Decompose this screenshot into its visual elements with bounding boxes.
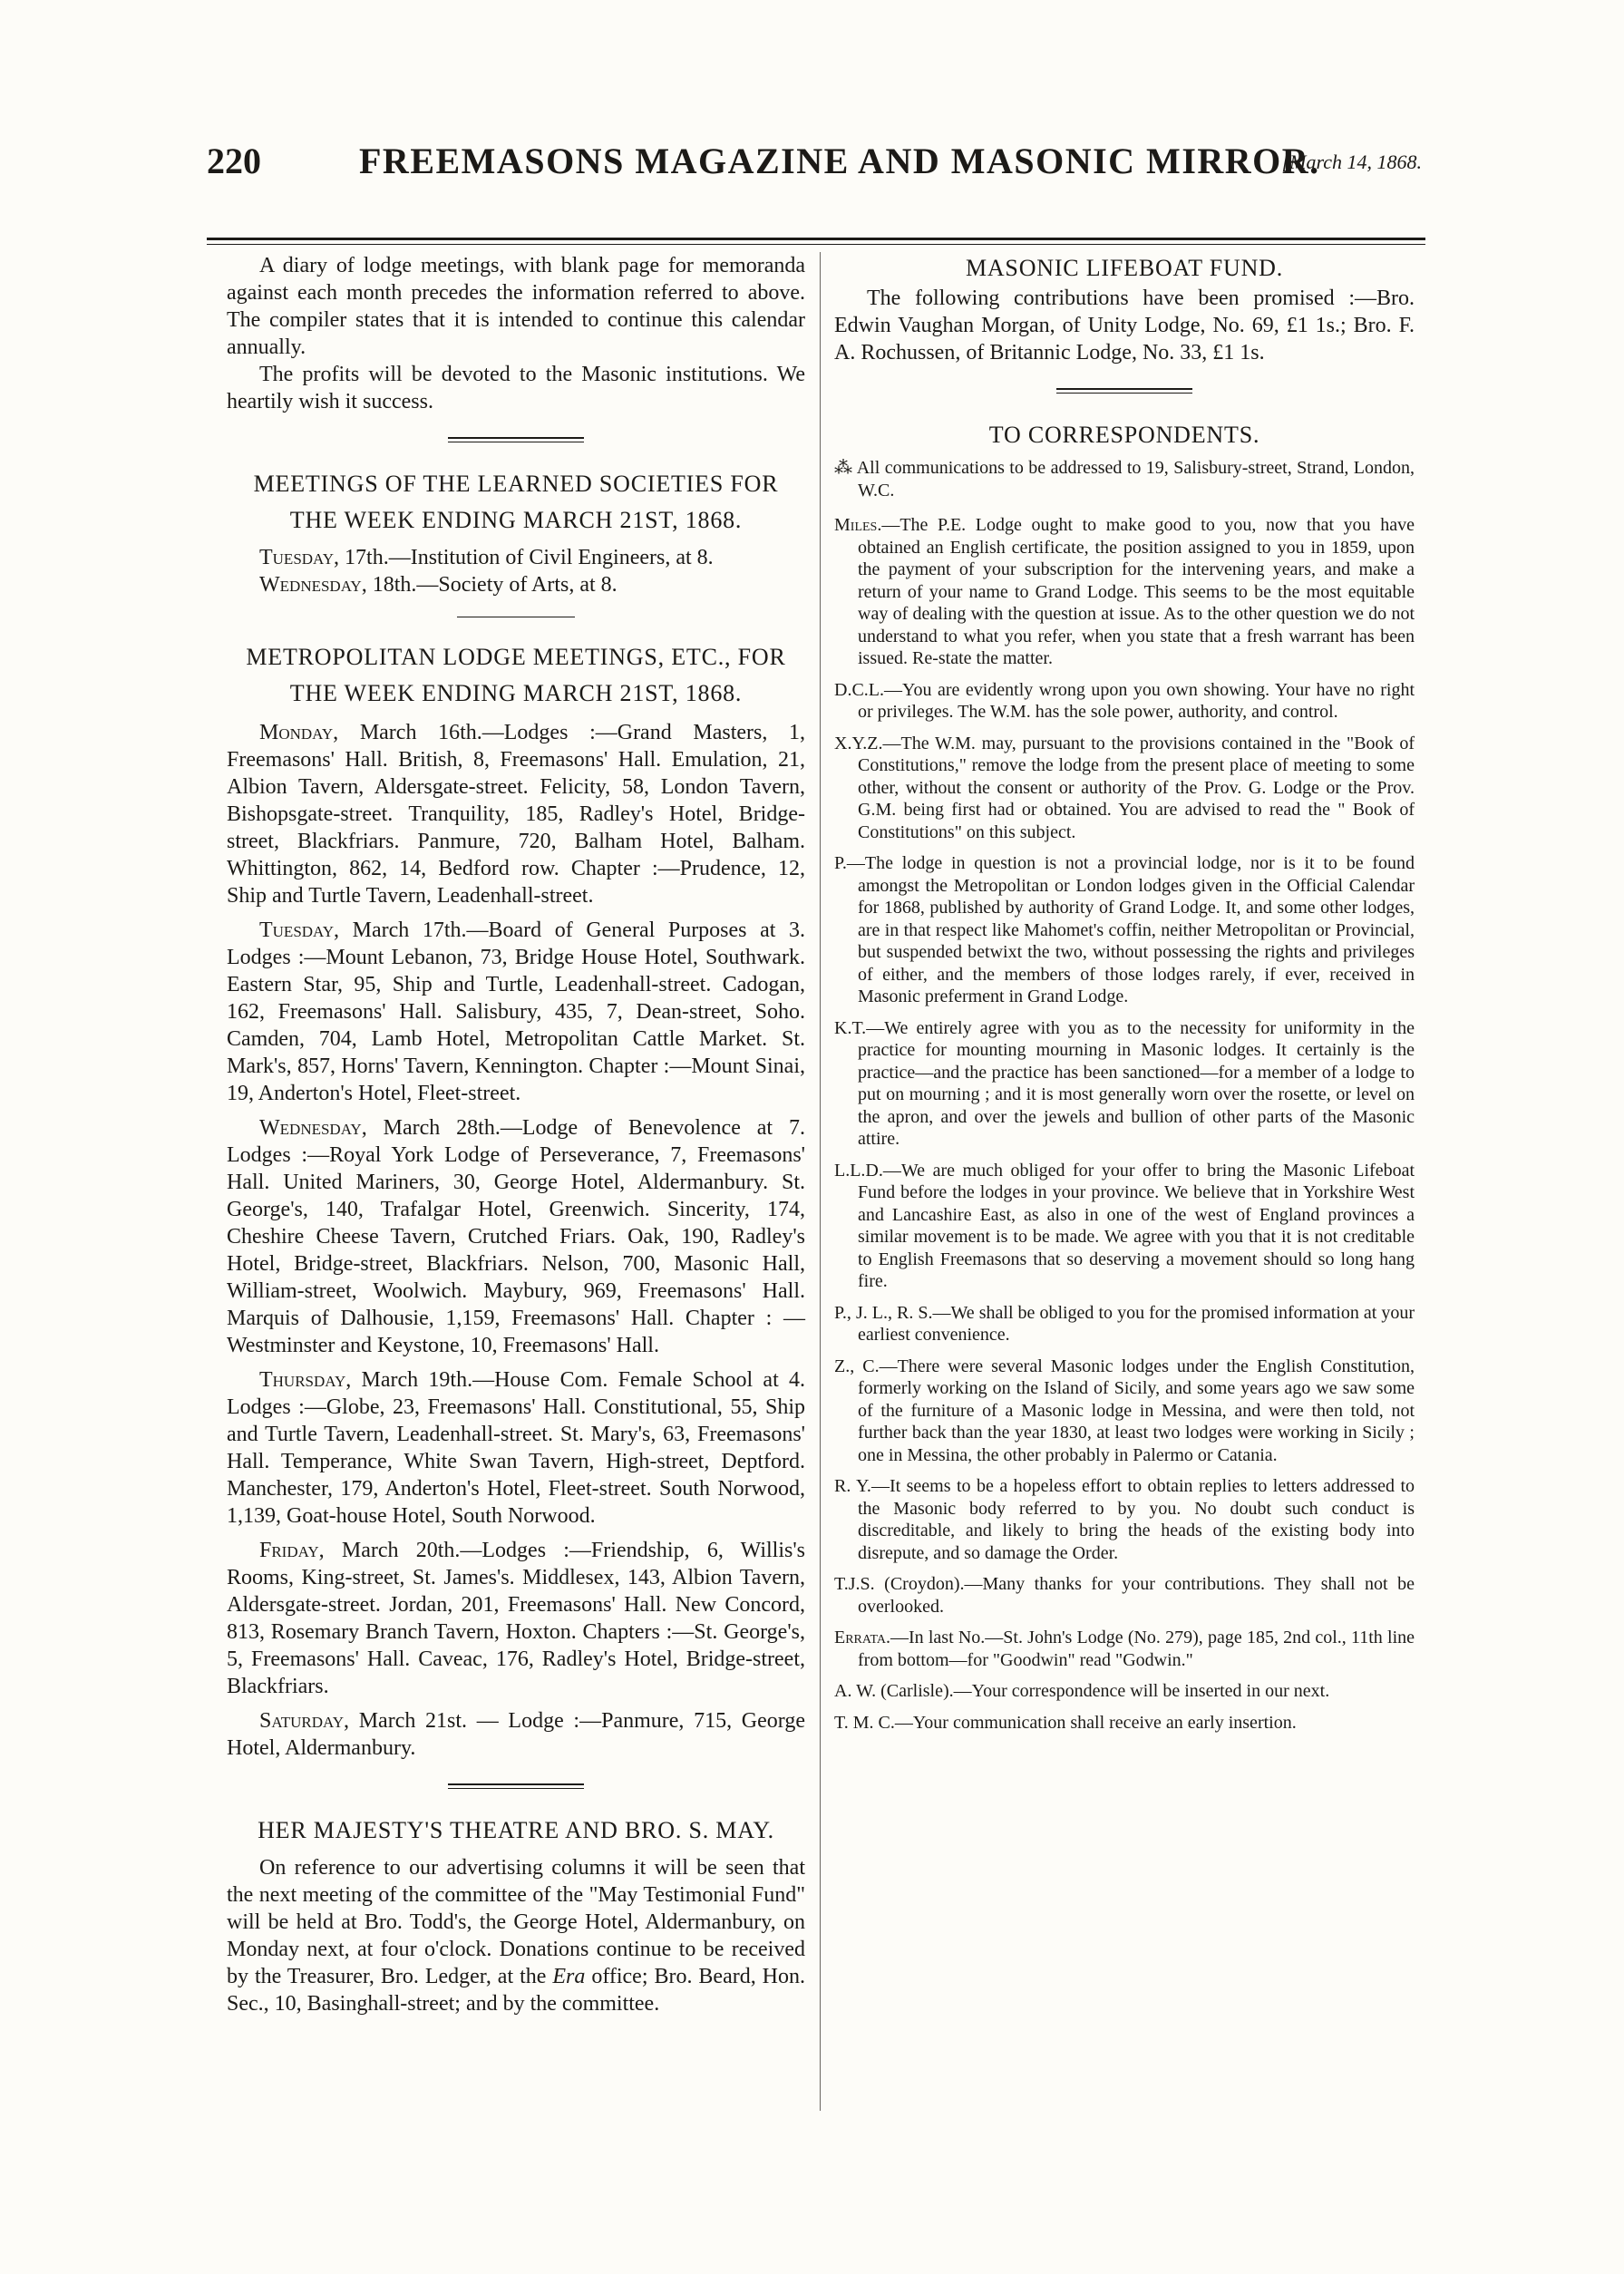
reply-text: —The P.E. Lodge ought to make good to you, now that you have obtained an English certificate, the position assigned to you in 1859, upon the payment of your subscription for the intervening years, and make a return of your name to Grand Lodge. This seems to be the most equitable way of dealing with the question at issue. As to the other question we do not understand to what you refer, when you state that a fresh warrant has been issued. Re-state the matter. bbox=[858, 515, 1415, 668]
correspondents-heading: TO CORRESPONDENTS. bbox=[988, 422, 1260, 448]
reply-ry bbox=[834, 1475, 1415, 1564]
lifeboat-fund-heading: MASONIC LIFEBOAT FUND. bbox=[965, 255, 1284, 281]
entry-text: March 21st. — Lodge :—Panmure, 715, George Hotel, Aldermanbury. bbox=[227, 1709, 805, 1760]
reply-text: —Many thanks for your contributions. They shall not be overlooked. bbox=[858, 1574, 1415, 1617]
day-label: Monday, bbox=[259, 721, 339, 744]
entry-text: March 20th.—Lodges :—Friendship, 6, Willis's Rooms, King-street, St. James's. Middlesex, 143, Albion Tavern, Aldersgate-street. Jordan, 201, Freemasons' Hall. New Concord, 813, Rosemary Branch Tavern, Hoxton. Chapters :—St. George's, 5, Freemasons' Hall. Caveac, 176, Radley's Hotel, Bridge-street, Blackfriars. bbox=[227, 1539, 805, 1698]
learned-wednesday-entry bbox=[227, 571, 805, 598]
reply-errata bbox=[834, 1627, 1415, 1671]
section-separator bbox=[448, 1783, 584, 1789]
reply-text: —There were several Masonic lodges under the English Constitution, formerly working on the Island of Sicily, and some years ago we saw some of the furniture of a Masonic lodge in Messina, and were then told, not further back than the year 1830, at least two lodges were working in Sicily ; one in Messina, the other probably in Palermo or Catania. bbox=[858, 1356, 1415, 1465]
intro-paragraph-2: The profits will be devoted to the Masonic institutions. We heartily wish it success. bbox=[227, 363, 805, 413]
entry-text: March 28th.—Lodge of Benevolence at 7. Lodges :—Royal York Lodge of Perseverance, 7, Freemasons' Hall. United Mariners, 30, George Hotel, Aldermanbury. St. George's, 140, Trafalgar Hotel, Greenwich. Sincerity, 174, Cheshire Cheese Tavern, Crutched Friars. Oak, 190, Radley's Hotel, Bridge-street, Blackfriars. Nelson, 700, Masonic Hall, William-street, Woolwich. Maybury, 969, Freemasons' Hall. Marquis of Dalhousie, 1,159, Freemasons' Hall. Chapter : —Westminster and Keystone, 10, Freemasons' Hall. bbox=[227, 1116, 805, 1357]
learned-tuesday-entry bbox=[227, 544, 805, 571]
reply-name: Errata. bbox=[834, 1628, 890, 1647]
reply-name: Miles. bbox=[834, 515, 882, 535]
section-separator bbox=[448, 437, 584, 442]
reply-tjs bbox=[834, 1573, 1415, 1618]
day-label: Wednesday, bbox=[259, 1116, 367, 1140]
learned-societies-heading: MEETINGS OF THE LEARNED SOCIETIES FOR THE WEEK ENDING MARCH 21ST, 1868. bbox=[253, 471, 779, 533]
notice-text: All communications to be addressed to 19, Salisbury-street, Strand, London, W.C. bbox=[852, 458, 1415, 500]
reply-miles bbox=[834, 514, 1415, 670]
theatre-text-b: office; Bro. Beard, Hon. Sec., 10, Basinghall-street; and by the committee. bbox=[227, 1965, 806, 2016]
day-label: Thursday, bbox=[259, 1368, 352, 1392]
right-column bbox=[834, 252, 1415, 1734]
reply-text: —The W.M. may, pursuant to the provisions contained in the "Book of Constitutions," remove the lodge from the present place of meeting to some other, without the consent or authority of the Prov. G. Lodge or the Prov. G.M. being first had or obtained. You are advised to read the " Book of Constitutions" on this subject. bbox=[858, 733, 1415, 842]
reply-name: R. Y. bbox=[834, 1476, 871, 1496]
reply-dcl bbox=[834, 679, 1415, 724]
day-label: Friday, bbox=[259, 1539, 325, 1562]
lifeboat-paragraph: The following contributions have been promised :—Bro. Edwin Vaughan Morgan, of Unity Lodge, No. 69, £1 1s.; Bro. F. A. Rochussen, of Britannic Lodge, No. 33, £1 1s. bbox=[834, 287, 1415, 364]
left-column bbox=[227, 252, 805, 2017]
page-number: 220 bbox=[207, 141, 261, 181]
metro-wednesday-entry bbox=[227, 1114, 805, 1359]
entry-text: March 16th.—Lodges :—Grand Masters, 1, Freemasons' Hall. British, 8, Freemasons' Hall. Emulation, 21, Albion Tavern, Aldersgate-street. Felicity, 58, London Tavern, Bishopsgate-street. Tranquility, 185, Radley's Hotel, Bridge-street, Blackfriars. Panmure, 720, Balham Hotel, Balham. Whittington, 862, 14, Bedford row. Chapter :—Prudence, 12, Ship and Turtle Tavern, Leadenhall-street. bbox=[227, 721, 805, 908]
reply-p bbox=[834, 852, 1415, 1008]
day-label: Wednesday, bbox=[259, 573, 367, 597]
metro-monday-entry bbox=[227, 719, 805, 909]
entry-text: March 17th.—Board of General Purposes at 3. Lodges :—Mount Lebanon, 73, Bridge House Hotel, Southwark. Eastern Star, 95, Ship and Turtle, Leadenhall-street. Cadogan, 162, Freemasons' Hall. Salisbury, 435, 7, Dean-street, Soho. Camden, 704, Lamb Hotel, Metropolitan Cattle Market. St. Mark's, 857, Horns' Tavern, Kennington. Chapter :—Mount Sinai, 19, Anderton's Hotel, Fleet-street. bbox=[227, 918, 805, 1105]
reply-text: —Your communication shall receive an early insertion. bbox=[894, 1712, 1297, 1733]
reply-text: —Your correspondence will be inserted in our next. bbox=[953, 1681, 1330, 1701]
masthead bbox=[207, 136, 1422, 190]
masthead-rule-thin bbox=[207, 244, 1425, 245]
masthead-rule bbox=[207, 238, 1425, 240]
theatre-paragraph bbox=[227, 1854, 805, 2017]
reply-xyz bbox=[834, 733, 1415, 844]
entry-text: 18th.—Society of Arts, at 8. bbox=[366, 573, 618, 597]
magazine-title: FREEMASONS MAGAZINE AND MASONIC MIRROR. bbox=[359, 141, 1320, 181]
reply-text: —It seems to be a hopeless effort to obtain replies to letters addressed to the Masonic body referred to by you. No doubt such conduct is discreditable, and likely to bring the heads of the existing body into disrepute, and so damage the Order. bbox=[858, 1476, 1415, 1563]
reply-name: K.T. bbox=[834, 1017, 867, 1038]
reply-name: P., J. L., R. S. bbox=[834, 1302, 933, 1323]
entry-text: 17th.—Institution of Civil Engineers, at 8. bbox=[339, 546, 714, 569]
intro-paragraph-1: A diary of lodge meetings, with blank page for memoranda against each month precedes the information referred to above. The compiler states that it is intended to continue this calendar annually. bbox=[227, 254, 805, 359]
metro-tuesday-entry bbox=[227, 917, 805, 1107]
theatre-heading: HER MAJESTY'S THEATRE AND BRO. S. MAY. bbox=[258, 1817, 774, 1843]
asterism-mark: ⁂ bbox=[834, 458, 853, 478]
day-label: Tuesday, bbox=[259, 546, 340, 569]
reply-text: —We entirely agree with you as to the necessity for uniformity in the practice for mounting mourning in Masonic lodges. It certainly is the practice—and the practice has been sanctioned—for a member of a lodge to put on mourning ; and it is most generally worn over the rosette, or level on the apron, and over the jewels and bullion of other parts of the Masonic attire. bbox=[858, 1017, 1415, 1149]
theatre-text-a: On reference to our advertising columns it will be seen that the next meeting of the committee of the "May Testimonial Fund" will be held at Bro. Todd's, the George Hotel, Aldermanbury, on Monday next, at four o'clock. Donations continue to be received by the Treasurer, Bro. Ledger, at the bbox=[227, 1856, 805, 1988]
day-label: Tuesday, bbox=[259, 918, 340, 942]
reply-text: —In last No.—St. John's Lodge (No. 279), page 185, 2nd col., 11th line from bottom—for "Goodwin" read "Godwin." bbox=[858, 1628, 1415, 1670]
reply-text: —We shall be obliged to you for the promised information at your earliest convenience. bbox=[858, 1302, 1415, 1345]
reply-name: T.J.S. (Croydon). bbox=[834, 1574, 965, 1594]
reply-name: D.C.L. bbox=[834, 679, 884, 700]
reply-name: X.Y.Z. bbox=[834, 733, 883, 753]
reply-name: T. M. C. bbox=[834, 1712, 895, 1733]
reply-name: L.L.D. bbox=[834, 1160, 883, 1181]
reply-lld bbox=[834, 1160, 1415, 1293]
reply-pjlrs bbox=[834, 1302, 1415, 1346]
metro-thursday-entry bbox=[227, 1366, 805, 1530]
reply-text: —You are evidently wrong upon you own showing. Your have no right or privileges. The W.M. has the sole power, authority, and control. bbox=[858, 679, 1415, 722]
metropolitan-lodge-heading: METROPOLITAN LODGE MEETINGS, ETC., FOR THE WEEK ENDING MARCH 21ST, 1868. bbox=[246, 644, 786, 706]
era-title: Era bbox=[552, 1965, 586, 1988]
reply-aw bbox=[834, 1680, 1415, 1703]
section-separator bbox=[1056, 388, 1192, 394]
reply-name: A. W. (Carlisle). bbox=[834, 1681, 954, 1701]
column-divider bbox=[820, 252, 821, 2111]
correspondents-notice bbox=[834, 457, 1415, 501]
metro-saturday-entry bbox=[227, 1707, 805, 1762]
metro-friday-entry bbox=[227, 1537, 805, 1700]
entry-text: March 19th.—House Com. Female School at 4. Lodges :—Globe, 23, Freemasons' Hall. Constitutional, 55, Ship and Turtle Tavern, Leadenhall-street. St. Mary's, 63, Freemasons' Hall. Temperance, White Swan Tavern, High-street, Deptford. Manchester, 179, Anderton's Hotel, Fleet-street. South Norwood, 1,139, Goat-house Hotel, South Norwood. bbox=[227, 1368, 805, 1528]
reply-text: —We are much obliged for your offer to bring the Masonic Lifeboat Fund before the lodges in your province. We believe that in Yorkshire West and Lancashire East, as also in one of the west of England provinces a similar movement is to be made. We agree with you that it is not creditable to English Freemasons that so deserving a movement should so long hang fire. bbox=[858, 1160, 1415, 1291]
issue-date: [March 14, 1868. bbox=[1281, 151, 1422, 173]
day-label: Saturday, bbox=[259, 1709, 350, 1733]
reply-zc bbox=[834, 1356, 1415, 1467]
reply-text: —The lodge in question is not a provincial lodge, nor is it to be found amongst the Metropolitan or London lodges given in the Official Calendar for 1868, published by authority of Grand Lodge. It, and some other lodges, are in that respect like Mahomet's coffin, neither Metropolitan or Provincial, but suspended betwixt the two, without possessing the rights and privileges of either, and the members of those lodges rarely, if ever, received in Masonic preferment in Grand Lodge. bbox=[846, 853, 1415, 1006]
reply-name: Z., C. bbox=[834, 1356, 880, 1376]
reply-name: P. bbox=[834, 853, 847, 873]
reply-kt bbox=[834, 1017, 1415, 1151]
reply-tmc bbox=[834, 1712, 1415, 1735]
